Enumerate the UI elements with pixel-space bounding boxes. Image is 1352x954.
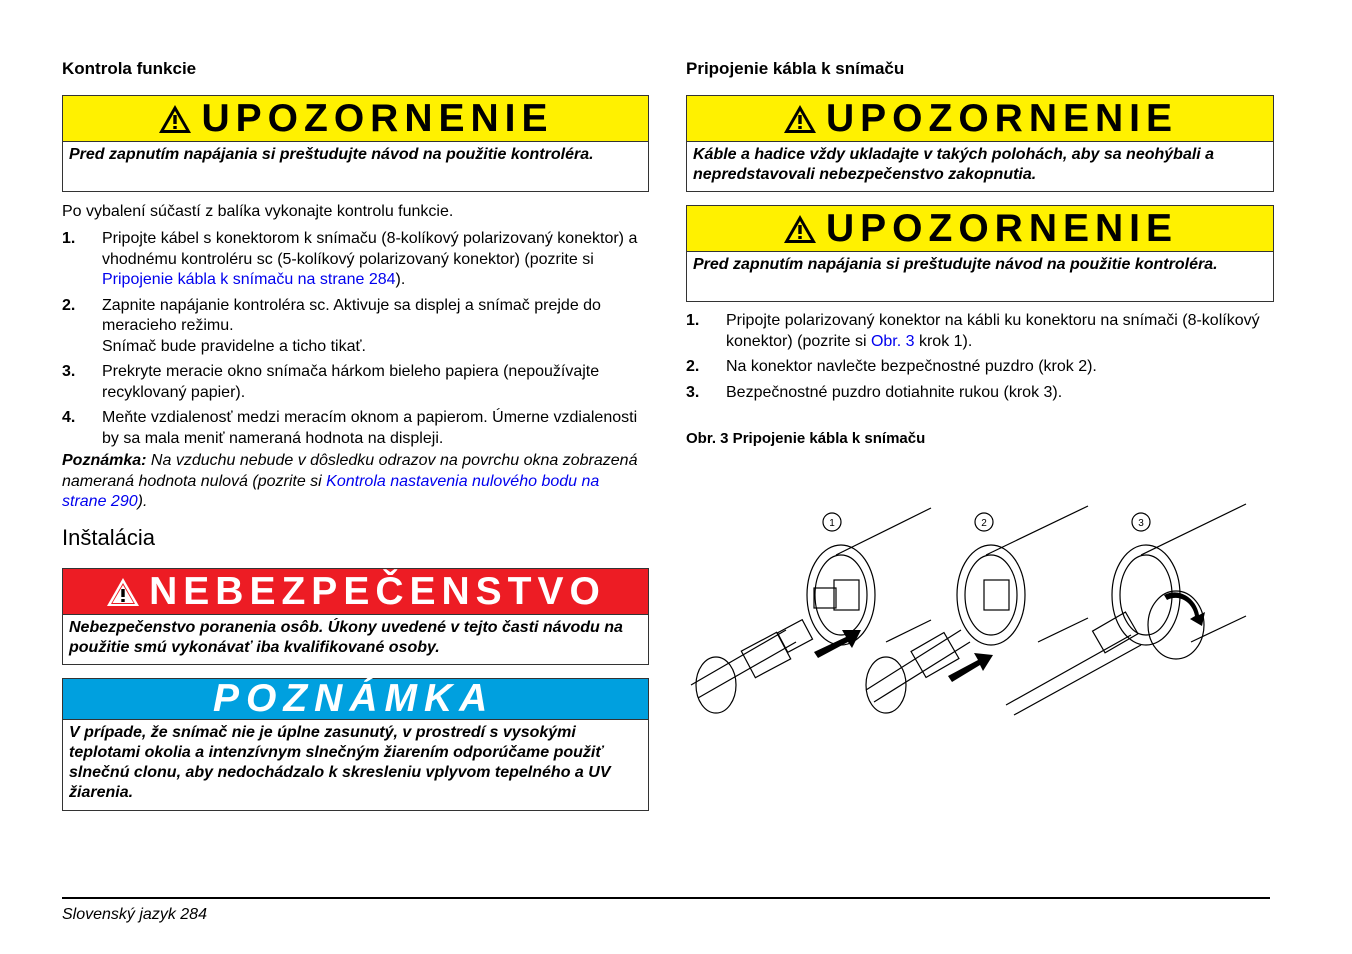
step-number: 3.: [62, 363, 76, 380]
notice-banner: [63, 679, 648, 720]
cable-connection-figure: [686, 480, 1266, 720]
link-cable-connection[interactable]: Pripojenie kábla k snímaču na strane 284: [102, 271, 396, 288]
function-check-steps: [62, 229, 649, 454]
step-text: Prekryte meracie okno snímača hárkom bieleho papiera (nepoužívajte recyklovaný papier).: [102, 363, 600, 401]
warning-banner-label: UPOZORNENIE: [201, 96, 554, 140]
danger-box: [62, 568, 649, 665]
step-text: Bezpečnostné puzdro dotiahnite rukou (krok 3).: [726, 383, 1063, 401]
list-item: [686, 357, 1274, 378]
step-text: Pripojte polarizovaný konektor na kábli ku konektoru na snímači (8-kolíkový konektor) (pozrite si: [726, 312, 1260, 350]
notice-banner-label: POZNÁMKA: [213, 677, 495, 720]
note-label: Poznámka:: [62, 452, 147, 469]
step-number: 2.: [62, 296, 76, 314]
list-item: [62, 296, 649, 358]
step-text-end: krok 1).: [914, 332, 973, 350]
step-text: Na konektor navlečte bezpečnostné puzdro (krok 2).: [726, 358, 1097, 375]
warning-box-right-2: [686, 205, 1274, 302]
danger-triangle-icon: [105, 576, 141, 608]
step-text: Meňte vzdialenosť medzi meracím oknom a papierom. Úmerne vzdialenosti by sa mala meniť nameraná hodnota na displeji.: [102, 409, 638, 447]
danger-text: Nebezpečenstvo poranenia osôb. Úkony uvedené v tejto časti návodu na použitie smú vykonávať iba kvalifikované osoby.: [69, 619, 623, 656]
list-item: [686, 383, 1274, 404]
warning-triangle-icon: [782, 103, 818, 135]
note-text-end: ).: [137, 493, 148, 510]
link-figure-3[interactable]: Obr. 3: [870, 332, 915, 350]
notice-text: V prípade, že snímač nie je úplne zasunutý, v prostredí s vysokými teplotami okolia a intenzívnym slnečným žiarením odporúčame použiť slnečnú clonu, aby nedochádzalo k skresleniu vplyvom tepelného a UV žiarenia.: [69, 724, 611, 801]
intro-text: Po vybalení súčastí z balíka vykonajte kontrolu funkcie.: [62, 203, 454, 220]
step-number: 2.: [686, 358, 700, 375]
warning-banner: [687, 206, 1273, 252]
warning-text: Pred zapnutím napájania si preštudujte návod na použitie kontroléra.: [69, 146, 594, 163]
figure-step-label: 3: [1138, 518, 1144, 529]
list-item: [62, 408, 649, 449]
step-subtext: Snímač bude pravidelne a ticho tikať.: [102, 337, 366, 355]
section-heading-cable: Pripojenie kábla k snímaču: [686, 59, 905, 78]
step-number: 1.: [62, 230, 76, 247]
warning-box-left: [62, 95, 649, 192]
footer-rule: [62, 897, 1270, 899]
list-item: [62, 229, 649, 291]
step-number: 3.: [686, 383, 700, 401]
step-number: 4.: [62, 409, 76, 426]
notice-box: [62, 678, 649, 811]
warning-box-right-1: [686, 95, 1274, 192]
warning-banner-label: UPOZORNENIE: [825, 96, 1179, 140]
cable-steps: [686, 311, 1274, 408]
footer-text: Slovenský jazyk 284: [62, 906, 207, 923]
link-zero-point[interactable]: Kontrola nastavenia nulového bodu na strane 290: [62, 472, 600, 510]
figure-step-label: 2: [981, 518, 987, 529]
step-text: Zapnite napájanie kontroléra sc. Aktivuje sa displej a snímač prejde do meracieho režimu.: [102, 296, 601, 334]
note-paragraph: [62, 451, 642, 513]
step-text: Pripojte kábel s konektorom k snímaču (8-kolíkový polarizovaný konektor) a vhodnému kontroléru sc (5-kolíkový polarizovaný konektor) (pozrite si: [102, 230, 638, 268]
section-heading-installation: Inštalácia: [62, 525, 155, 550]
list-item: [62, 362, 649, 403]
step-text-end: ).: [395, 271, 406, 288]
figure-step-label: 1: [829, 518, 835, 529]
warning-text: Pred zapnutím napájania si preštudujte návod na použitie kontroléra.: [693, 256, 1218, 273]
warning-banner-label: UPOZORNENIE: [825, 206, 1179, 250]
warning-banner: [63, 96, 648, 142]
list-item: [686, 311, 1274, 352]
warning-banner: [687, 96, 1273, 142]
warning-text: Káble a hadice vždy ukladajte v takých polohách, aby sa neohýbali a nepredstavovali nebezpečenstvo zakopnutia.: [693, 146, 1215, 183]
warning-triangle-icon: [782, 213, 818, 245]
note-text: Na vzduchu nebude v dôsledku odrazov na povrchu okna zobrazená nameraná hodnota nulová (pozrite si: [62, 452, 638, 490]
figure-caption: Obr. 3 Pripojenie kábla k snímaču: [686, 430, 926, 447]
danger-banner: [63, 569, 648, 615]
section-heading-function-check: Kontrola funkcie: [62, 59, 197, 78]
step-number: 1.: [686, 312, 700, 329]
page-footer: [62, 906, 207, 924]
warning-triangle-icon: [157, 103, 193, 135]
danger-banner-label: NEBEZPEČENSTVO: [149, 569, 606, 613]
